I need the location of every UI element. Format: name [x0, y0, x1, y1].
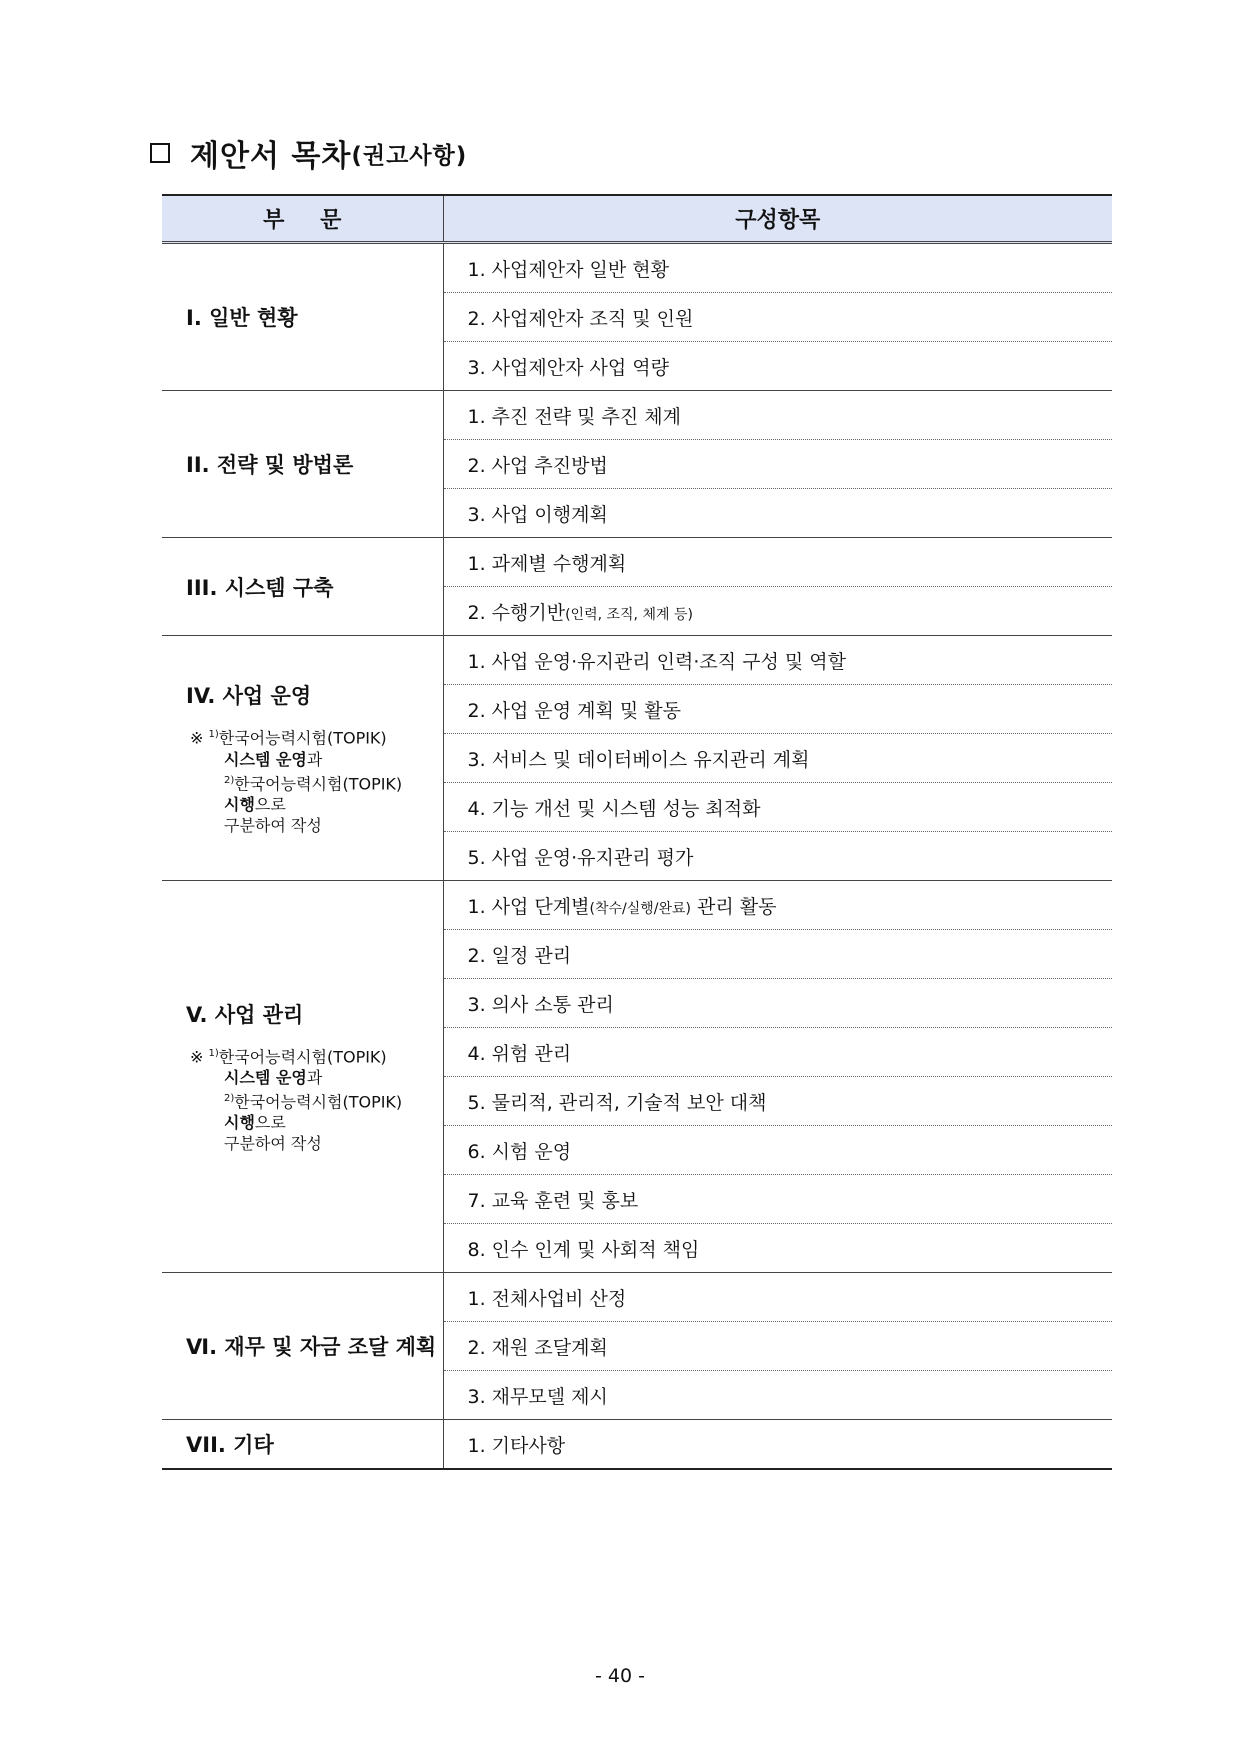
header-items: 구성항목 [443, 195, 1112, 243]
item: 2. 사업제안자 조직 및 인원 [443, 293, 1112, 342]
section-title: IV. 사업 운영 [186, 684, 312, 709]
checkbox-icon [150, 143, 170, 163]
header-row [162, 195, 1112, 243]
table-row [162, 881, 1112, 930]
page-title [150, 128, 467, 178]
item: 3. 서비스 및 데이터베이스 유지관리 계획 [443, 734, 1112, 783]
section-title: II. 전략 및 방법론 [186, 453, 354, 477]
table-row [162, 243, 1112, 293]
section-title: V. 사업 관리 [186, 1002, 304, 1027]
item: 5. 물리적, 관리적, 기술적 보안 대책 [443, 1077, 1112, 1126]
item: 3. 재무모델 제시 [443, 1371, 1112, 1420]
item: 2. 재원 조달계획 [443, 1322, 1112, 1371]
item: 2. 일정 관리 [443, 930, 1112, 979]
item-main: 2. 수행기반 [467, 601, 566, 624]
item: 2. 사업 추진방법 [443, 440, 1112, 489]
item [443, 587, 1112, 636]
table-row [162, 1273, 1112, 1322]
table-row [162, 391, 1112, 440]
section-2-cell [162, 391, 443, 538]
title-sub: (권고사항) [351, 142, 468, 169]
section-title: I. 일반 현황 [186, 306, 298, 330]
table-row [162, 538, 1112, 587]
item: 3. 사업제안자 사업 역량 [443, 342, 1112, 391]
table-row [162, 636, 1112, 685]
section-1-cell [162, 243, 443, 391]
table-row [162, 1420, 1112, 1470]
item [443, 881, 1112, 930]
item: 1. 사업 운영·유지관리 인력·조직 구성 및 역할 [443, 636, 1112, 685]
reference-mark: ※ [190, 1047, 204, 1066]
section-3-cell [162, 538, 443, 636]
section-note: ※ $^{1)}$한국어능력시험(TOPIK) 시스템 운영과 $^{2)}$한국어능력시험(TOPIK) 시행으로 구분하여 작성 [190, 1047, 403, 1154]
item-main: 1. 사업 단계별 [467, 895, 590, 918]
item: 8. 인수 인계 및 사회적 책임 [443, 1224, 1112, 1273]
item: 1. 사업제안자 일반 현황 [443, 243, 1112, 293]
item: 1. 기타사항 [443, 1420, 1112, 1470]
section-7-cell [162, 1420, 443, 1470]
item: 3. 사업 이행계획 [443, 489, 1112, 538]
item: 7. 교육 훈련 및 홍보 [443, 1175, 1112, 1224]
item: 4. 위험 관리 [443, 1028, 1112, 1077]
reference-mark: ※ [190, 728, 204, 748]
section-title: VII. 기타 [186, 1433, 274, 1457]
item: 1. 과제별 수행계획 [443, 538, 1112, 587]
toc-table [162, 194, 1112, 1470]
item: 5. 사업 운영·유지관리 평가 [443, 832, 1112, 881]
item: 6. 시험 운영 [443, 1126, 1112, 1175]
page-number: - 40 - [595, 1665, 645, 1687]
title-main: 제안서 목차 [190, 139, 352, 174]
item: 4. 기능 개선 및 시스템 성능 최적화 [443, 783, 1112, 832]
header-section: 부 문 [162, 195, 443, 243]
section-5-cell [162, 881, 443, 1273]
section-title: Ⅵ. 재무 및 자금 조달 계획 [186, 1335, 437, 1359]
item: 1. 추진 전략 및 추진 체계 [443, 391, 1112, 440]
item-detail: (착수/실행/완료) [589, 900, 691, 917]
item: 2. 사업 운영 계획 및 활동 [443, 685, 1112, 734]
section-6-cell [162, 1273, 443, 1420]
item: 1. 전체사업비 산정 [443, 1273, 1112, 1322]
section-4-cell [162, 636, 443, 881]
section-note: ※ $^{1)}$한국어능력시험(TOPIK) 시스템 운영과 $^{2)}$한국어능력시험(TOPIK) 시행으로 구분하여 작성 [190, 728, 403, 835]
section-title: III. 시스템 구축 [186, 575, 334, 600]
item-tail: 관리 활동 [691, 895, 777, 918]
item-detail: (인력, 조직, 체계 등) [565, 606, 693, 623]
item: 3. 의사 소통 관리 [443, 979, 1112, 1028]
